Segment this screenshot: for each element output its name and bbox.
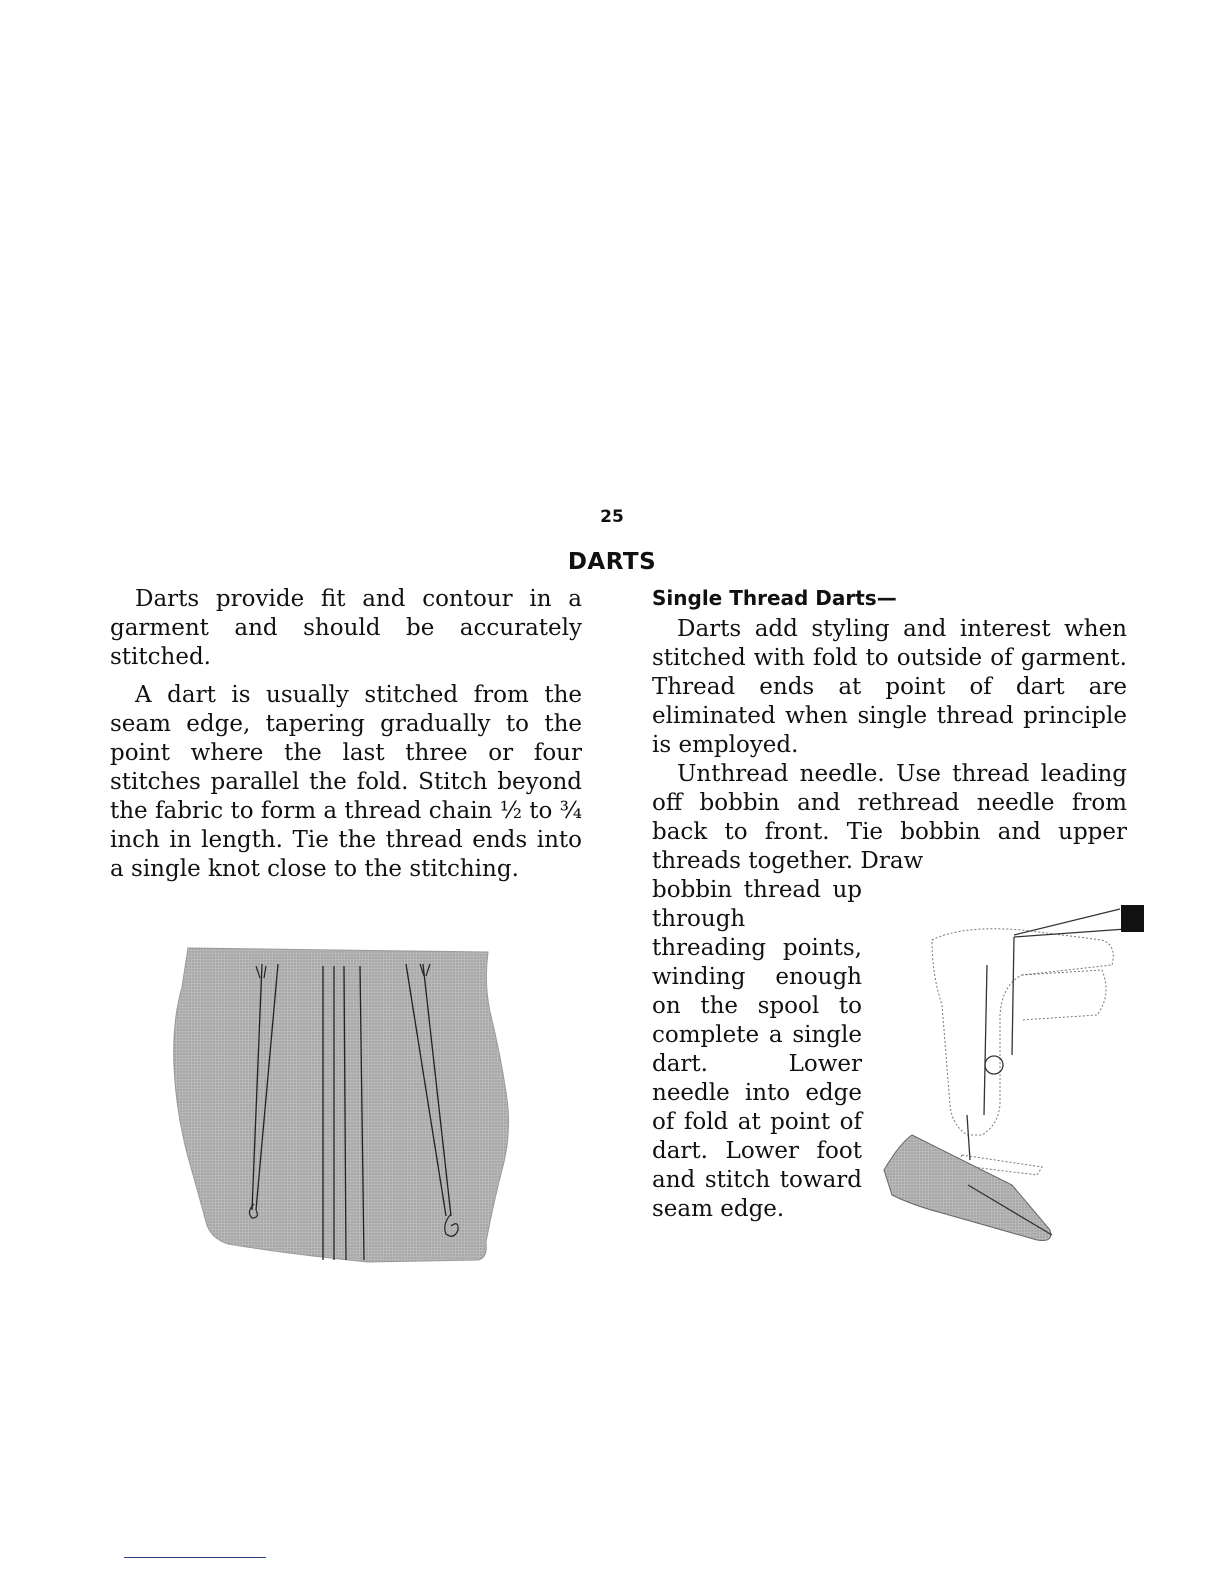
single-thread-darts-heading: Single Thread Darts—	[652, 586, 897, 610]
footnote-rule	[124, 1557, 266, 1558]
garment-fabric	[884, 1135, 1051, 1241]
sewing-machine-illustration	[872, 885, 1154, 1250]
single-thread-steps-continued: bobbin thread up through threading points, winding enough on the spool to complete a single dart. Lower needle into edge of fold at point of dart. Lower foot and stitch toward seam edge.	[652, 877, 862, 1222]
thread-spool	[1121, 905, 1144, 932]
needle-bar	[967, 1115, 970, 1160]
tension-dial	[985, 1056, 1003, 1074]
dart-instructions-paragraph: A dart is usually stitched from the seam edge, tapering gradually to the point where the last three or four stitches parallel the fold. Stitch beyond the fabric to form a thread chain ½ to ¾ inch in length. Tie the thread ends into a single knot close to the stitching.	[110, 682, 582, 882]
left-column	[110, 585, 582, 884]
fabric-piece	[174, 948, 509, 1262]
thread-return	[1014, 929, 1126, 937]
single-thread-intro-paragraph: Darts add styling and interest when stitched with fold to outside of garment. Thread ends at point of dart are eliminated when single thread principle is employed.	[652, 616, 1127, 758]
thread-down-2	[1012, 937, 1014, 1055]
page-title: DARTS	[567, 549, 657, 575]
single-thread-steps-paragraph: Unthread needle. Use thread leading off bobbin and rethread needle from back to front. Tie bobbin and upper threads together. Draw	[652, 761, 1127, 874]
machine-head-outline	[932, 929, 1113, 1135]
machine-arm-outline	[1022, 970, 1106, 1020]
thread-down-1	[984, 965, 987, 1115]
dart-fabric-illustration	[168, 942, 518, 1264]
page-number: 25	[600, 507, 624, 527]
intro-paragraph: Darts provide fit and contour in a garment and should be accurately stitched.	[110, 586, 582, 670]
